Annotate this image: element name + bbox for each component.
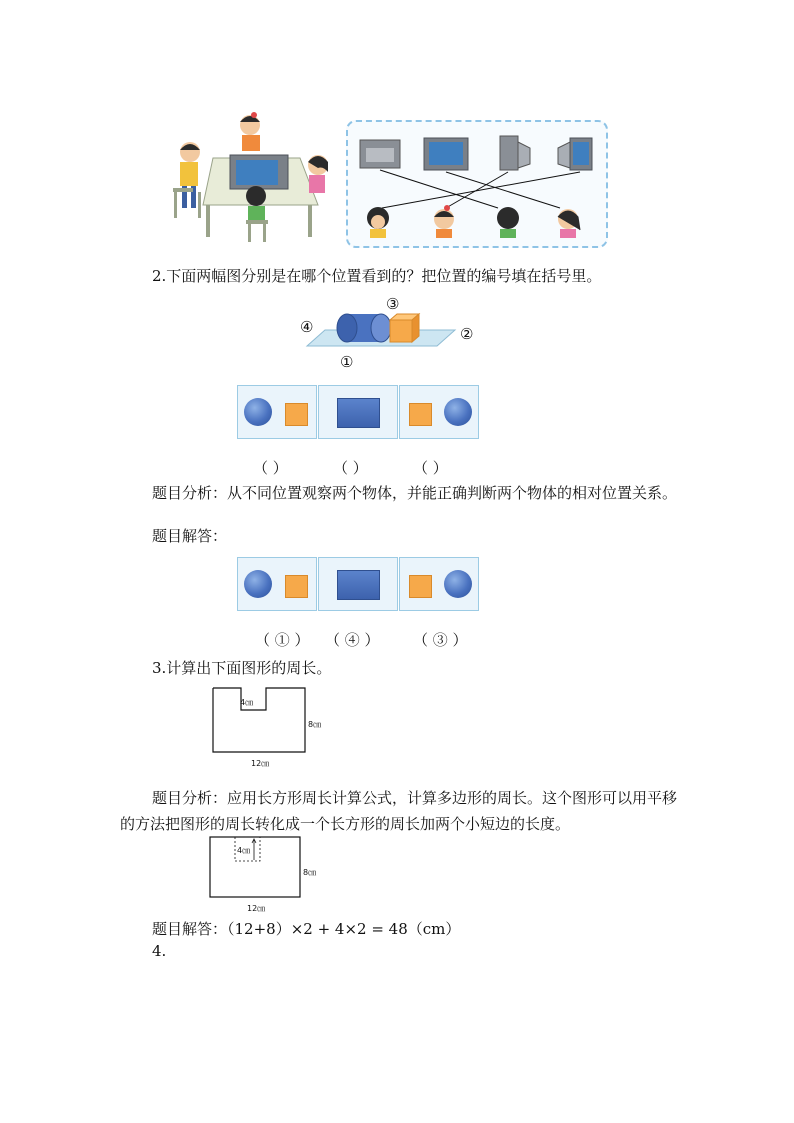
q3-analysis: 题目分析：应用长方形周长计算公式，计算多边形的周长。这个图形可以用平移的方法把图形的周长转化成一个长方形的周长加两个小短边的长度。 <box>120 789 678 833</box>
q2-answer-label: 题目解答： <box>152 527 228 545</box>
view-panel-1 <box>237 385 317 439</box>
dim-width: 12㎝ <box>251 759 270 768</box>
cube-face-square <box>409 575 432 598</box>
cylinder-side-rect <box>337 570 380 600</box>
answer-3: （ ③ ） <box>413 631 468 649</box>
q3-answer: 题目解答：（12+8）×2 + 4×2 = 48（cm） <box>152 920 461 938</box>
answer-1: （ ① ） <box>255 631 310 649</box>
answer-panel-2 <box>318 557 398 611</box>
cube-face-square <box>285 575 308 598</box>
tv-views-drawing <box>348 122 606 246</box>
q2-title: 2.下面两幅图分别是在哪个位置看到的？把位置的编号填在括号里。 <box>152 267 602 285</box>
q3-figure <box>208 686 338 772</box>
cylinder-end-circle <box>244 570 272 598</box>
view-panel-3 <box>399 385 479 439</box>
cylinder-end-circle <box>244 398 272 426</box>
q3-title: 3.计算出下面图形的周长。 <box>152 659 332 677</box>
dim-notch: 4㎝ <box>240 698 254 707</box>
answer-panel-3 <box>399 557 479 611</box>
view-panel-2 <box>318 385 398 439</box>
cube-face-square <box>285 403 308 426</box>
cube-face-square <box>409 403 432 426</box>
cylinder-side-rect <box>337 398 380 428</box>
position-label-2: ② <box>460 325 474 343</box>
cylinder-end-circle <box>444 398 472 426</box>
answer-panel-1 <box>237 557 317 611</box>
dim-height-2: 8㎝ <box>303 868 317 877</box>
dim-height: 8㎝ <box>308 720 322 729</box>
dim-width-2: 12㎝ <box>247 904 266 913</box>
children-around-tv-drawing <box>168 110 338 245</box>
cylinder-end-circle <box>444 570 472 598</box>
blank-2: （ ） <box>333 459 368 477</box>
dim-notch-2: 4㎝ <box>237 846 251 855</box>
blank-3: （ ） <box>413 459 448 477</box>
q4-label: 4. <box>152 942 167 960</box>
position-label-1: ① <box>340 353 354 371</box>
translated-rectangle <box>207 836 337 916</box>
q3-figure-translated <box>207 836 337 916</box>
position-label-4: ④ <box>300 318 314 336</box>
position-label-3: ③ <box>386 295 400 313</box>
answer-2: （ ④ ） <box>325 631 380 649</box>
tv-views-matching-panel <box>346 120 608 248</box>
blank-1: （ ） <box>253 459 288 477</box>
illustration-children-tv <box>168 110 338 245</box>
q2-analysis: 题目分析：从不同位置观察两个物体，并能正确判断两个物体的相对位置关系。 <box>152 484 678 502</box>
